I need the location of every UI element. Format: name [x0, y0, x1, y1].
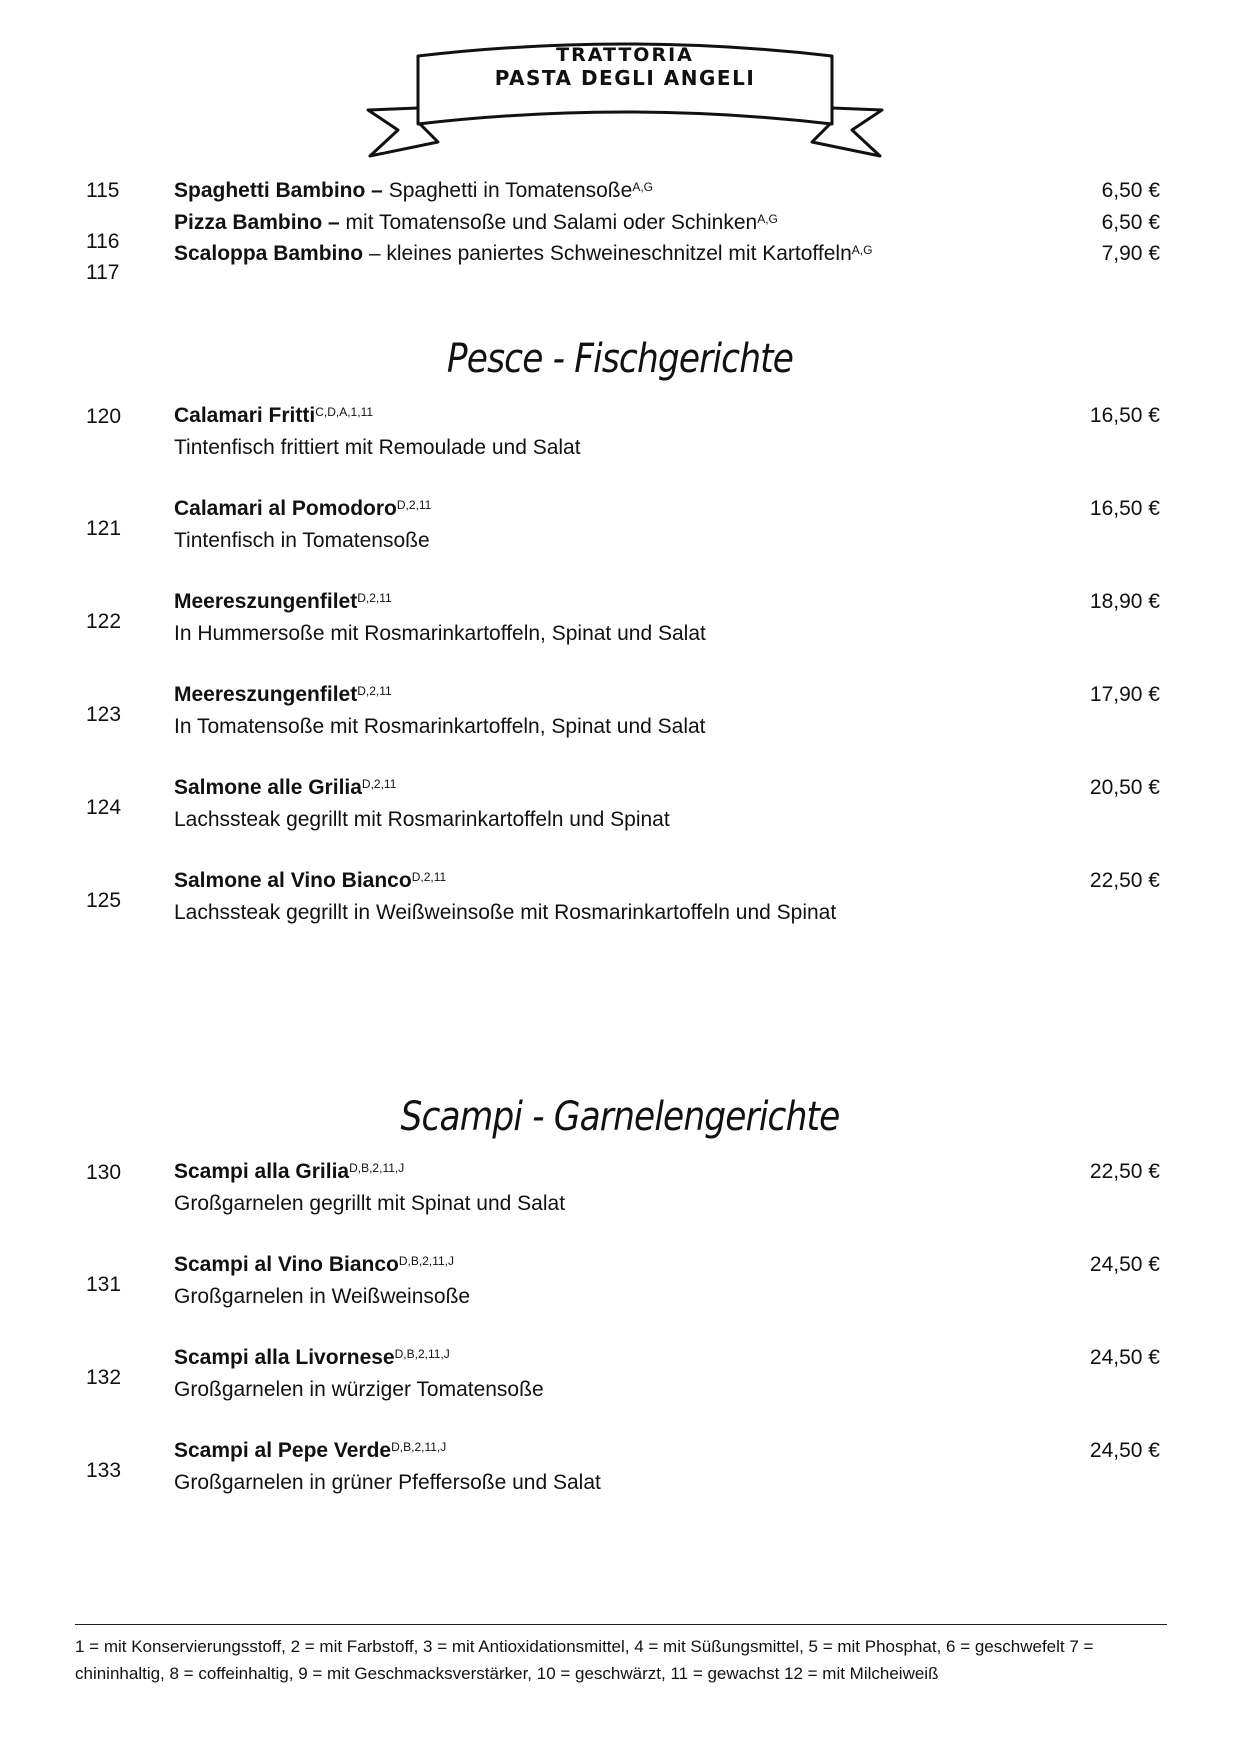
- item-price: 6,50 €: [1101, 211, 1160, 234]
- item-description: In Hummersoße mit Rosmarinkartoffeln, Spinat und Salat: [174, 622, 706, 645]
- item-allergens: D,2,11: [357, 684, 392, 698]
- item-name: Scampi alla Grilia: [174, 1160, 350, 1183]
- item-allergens: A,G: [632, 180, 653, 194]
- item-number: 115: [86, 179, 120, 202]
- item-price: 24,50 €: [1089, 1346, 1160, 1369]
- item-description: Lachssteak gegrillt mit Rosmarinkartoffeln und Spinat: [174, 808, 670, 831]
- item-description: – kleines paniertes Schweineschnitzel mit Kartoffeln: [368, 242, 852, 265]
- item-number: 122: [86, 610, 122, 633]
- item-number: 133: [86, 1459, 122, 1482]
- item-description: Großgarnelen gegrillt mit Spinat und Salat: [174, 1192, 566, 1215]
- item-name: Pizza Bambino –: [174, 211, 340, 234]
- item-allergens: D,2,11: [361, 777, 397, 791]
- item-title: [174, 867, 446, 895]
- item-price: 6,50 €: [1101, 179, 1160, 202]
- item-number: 120: [86, 405, 122, 428]
- item-title: [174, 1344, 450, 1372]
- item-allergens: D,B,2,11,J: [349, 1161, 405, 1175]
- item-number: 123: [86, 703, 122, 726]
- item-allergens: D,2,11: [411, 870, 447, 884]
- item-price: 16,50 €: [1089, 497, 1160, 520]
- item-name: Salmone alle Grilia: [174, 776, 362, 799]
- item-allergens: D,2,11: [396, 498, 432, 512]
- item-allergens: D,B,2,11,J: [391, 1440, 447, 1454]
- logo-line2: PASTA DEGLI ANGELI: [494, 66, 756, 90]
- item-number: 117: [86, 261, 120, 284]
- item-title: [174, 681, 392, 709]
- item-allergens: D,B,2,11,J: [398, 1254, 454, 1268]
- item-number: 130: [86, 1161, 122, 1184]
- item-title: [174, 588, 392, 616]
- item-price: 22,50 €: [1089, 1160, 1160, 1183]
- item-title: [174, 402, 373, 430]
- item-name: Calamari Fritti: [174, 404, 316, 427]
- item-allergens: D,2,11: [357, 591, 392, 605]
- kids-item: [174, 240, 872, 268]
- section-title-scampi: Scampi - Garnelengerichte: [400, 1094, 840, 1140]
- kids-item: [174, 209, 778, 237]
- item-name: Salmone al Vino Bianco: [174, 869, 412, 892]
- item-title: [174, 1437, 446, 1465]
- item-title: [174, 774, 396, 802]
- kids-item: [174, 177, 653, 205]
- item-number: 125: [86, 889, 122, 912]
- item-price: 16,50 €: [1089, 404, 1160, 427]
- item-allergens: A,G: [851, 243, 873, 257]
- footnote-divider: [75, 1624, 1167, 1625]
- item-description: Großgarnelen in grüner Pfeffersoße und Salat: [174, 1471, 601, 1494]
- section-title-pesce: Pesce - Fischgerichte: [446, 336, 794, 382]
- item-title: [174, 495, 431, 523]
- item-price: 17,90 €: [1089, 683, 1160, 706]
- item-name: Scaloppa Bambino: [174, 242, 364, 265]
- item-description: mit Tomatensoße und Salami oder Schinken: [345, 211, 758, 234]
- item-number: 131: [86, 1273, 122, 1296]
- item-number: 121: [86, 517, 122, 540]
- item-price: 20,50 €: [1089, 776, 1160, 799]
- item-description: Spaghetti in Tomatensoße: [388, 179, 633, 202]
- item-number: 132: [86, 1366, 122, 1389]
- allergen-footnote: 1 = mit Konservierungsstoff, 2 = mit Farbstoff, 3 = mit Antioxidationsmittel, 4 = mit Süßungsmittel, 5 = mit Phosphat, 6 = geschwefelt 7 = chininhaltig, 8 = coffeinhaltig, 9 = mit Geschmacksverstärker, 10 = geschwärzt, 11 = gewachst 12 = mit Milcheiweiß: [75, 1637, 1094, 1683]
- item-price: 24,50 €: [1089, 1439, 1160, 1462]
- item-title: [174, 1251, 454, 1279]
- item-name: Spaghetti Bambino –: [174, 179, 383, 202]
- item-allergens: A,G: [757, 212, 778, 226]
- item-title: [174, 1158, 404, 1186]
- item-price: 18,90 €: [1089, 590, 1160, 613]
- item-number: 124: [86, 796, 122, 819]
- item-description: Tintenfisch frittiert mit Remoulade und Salat: [174, 436, 581, 459]
- item-description: Großgarnelen in Weißweinsoße: [174, 1285, 471, 1308]
- item-description: Lachssteak gegrillt in Weißweinsoße mit Rosmarinkartoffeln und Spinat: [174, 901, 837, 924]
- item-allergens: D,B,2,11,J: [394, 1347, 450, 1361]
- item-number: 116: [86, 230, 120, 253]
- trattoria-logo: [360, 38, 890, 163]
- item-name: Meereszungenfilet: [174, 590, 358, 613]
- item-name: Calamari al Pomodoro: [174, 497, 397, 520]
- item-price: 7,90 €: [1101, 242, 1160, 265]
- item-price: 22,50 €: [1089, 869, 1160, 892]
- item-name: Meereszungenfilet: [174, 683, 358, 706]
- item-price: 24,50 €: [1089, 1253, 1160, 1276]
- item-name: Scampi al Vino Bianco: [174, 1253, 399, 1276]
- item-description: Tintenfisch in Tomatensoße: [174, 529, 430, 552]
- item-description: In Tomatensoße mit Rosmarinkartoffeln, Spinat und Salat: [174, 715, 706, 738]
- item-name: Scampi al Pepe Verde: [174, 1439, 392, 1462]
- item-allergens: C,D,A,1,11: [315, 405, 374, 419]
- item-name: Scampi alla Livornese: [174, 1346, 395, 1369]
- item-description: Großgarnelen in würziger Tomatensoße: [174, 1378, 544, 1401]
- logo-line1: TRATTORIA: [556, 44, 694, 66]
